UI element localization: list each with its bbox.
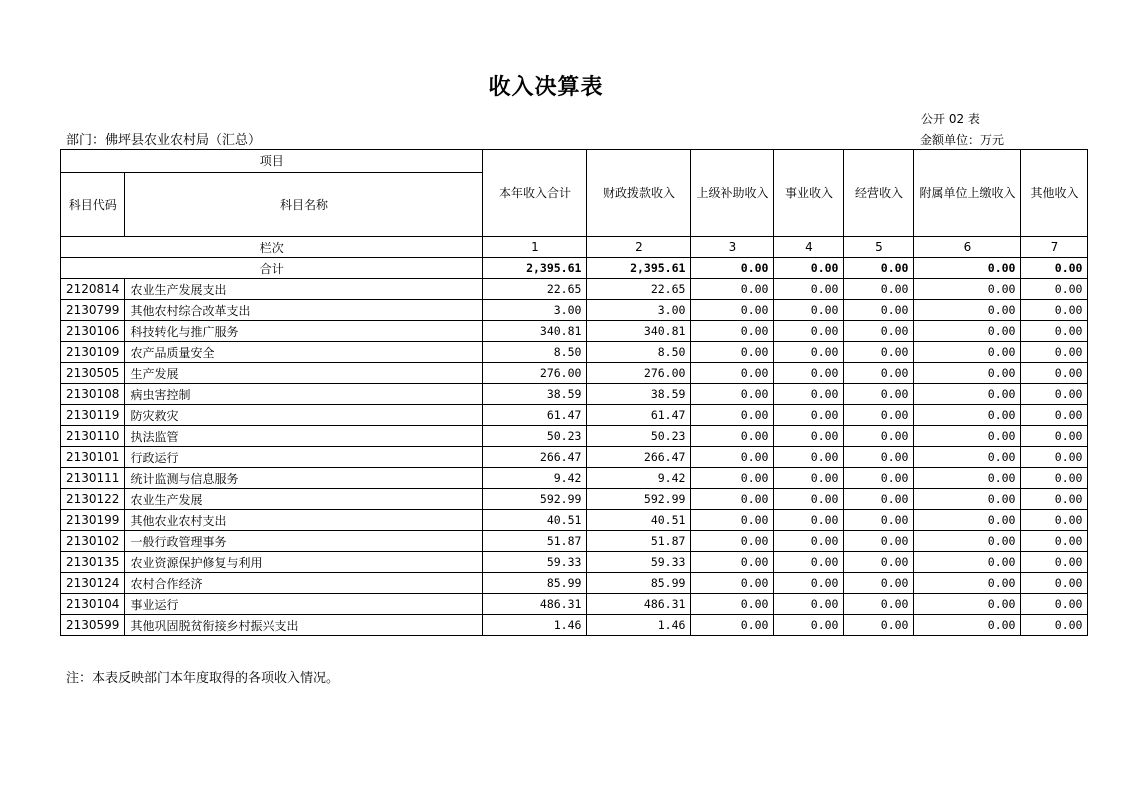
amount-cell: 0.00 (844, 594, 914, 615)
amount-cell: 276.00 (587, 363, 691, 384)
amount-cell: 0.00 (844, 531, 914, 552)
subject-code: 2130119 (61, 405, 125, 426)
amount-cell: 0.00 (1021, 615, 1088, 636)
amount-cell: 0.00 (1021, 531, 1088, 552)
subject-name: 事业运行 (125, 594, 483, 615)
amount-cell: 3.00 (587, 300, 691, 321)
amount-cell: 0.00 (774, 279, 844, 300)
amount-cell: 0.00 (914, 426, 1021, 447)
amount-cell: 0.00 (844, 447, 914, 468)
column-index-2: 2 (587, 237, 691, 258)
amount-cell: 0.00 (774, 384, 844, 405)
column-index-6: 6 (914, 237, 1021, 258)
total-label: 合计 (61, 258, 483, 279)
item-header: 项目 (61, 150, 483, 173)
amount-cell: 22.65 (483, 279, 587, 300)
amount-cell: 0.00 (1021, 468, 1088, 489)
amount-cell: 1.46 (587, 615, 691, 636)
amount-cell: 340.81 (483, 321, 587, 342)
column-index-label: 栏次 (61, 237, 483, 258)
amount-cell: 0.00 (1021, 363, 1088, 384)
total-value-3: 0.00 (691, 258, 774, 279)
amount-cell: 0.00 (1021, 594, 1088, 615)
amount-cell: 486.31 (483, 594, 587, 615)
amount-cell: 0.00 (691, 615, 774, 636)
amount-cell: 0.00 (1021, 573, 1088, 594)
amount-cell: 0.00 (774, 531, 844, 552)
subject-name: 科技转化与推广服务 (125, 321, 483, 342)
amount-cell: 0.00 (914, 552, 1021, 573)
subject-name: 农产品质量安全 (125, 342, 483, 363)
subject-code: 2130111 (61, 468, 125, 489)
amount-cell: 85.99 (587, 573, 691, 594)
amount-cell: 0.00 (774, 342, 844, 363)
table-row (61, 300, 1088, 321)
amount-cell: 3.00 (483, 300, 587, 321)
amount-cell: 0.00 (691, 384, 774, 405)
amount-unit: 金额单位：万元 (920, 133, 1005, 147)
subject-code: 2130109 (61, 342, 125, 363)
table-row (61, 342, 1088, 363)
total-value-6: 0.00 (914, 258, 1021, 279)
amount-cell: 59.33 (587, 552, 691, 573)
amount-cell: 0.00 (914, 279, 1021, 300)
amount-cell: 0.00 (844, 510, 914, 531)
total-value-1: 2,395.61 (483, 258, 587, 279)
amount-cell: 0.00 (1021, 552, 1088, 573)
amount-cell: 0.00 (914, 384, 1021, 405)
amount-cell: 0.00 (914, 468, 1021, 489)
table-row (61, 615, 1088, 636)
amount-cell: 0.00 (844, 552, 914, 573)
amount-cell: 0.00 (1021, 384, 1088, 405)
amount-cell: 0.00 (914, 447, 1021, 468)
subject-code: 2130108 (61, 384, 125, 405)
amount-cell: 50.23 (587, 426, 691, 447)
col-header-6: 附属单位上缴收入 (914, 150, 1021, 237)
table-row (61, 468, 1088, 489)
total-value-7: 0.00 (1021, 258, 1088, 279)
col-header-1: 本年收入合计 (483, 150, 587, 237)
amount-cell: 0.00 (774, 300, 844, 321)
table-row (61, 573, 1088, 594)
total-value-5: 0.00 (844, 258, 914, 279)
amount-cell: 0.00 (844, 468, 914, 489)
col-header-4: 事业收入 (774, 150, 844, 237)
amount-cell: 0.00 (691, 468, 774, 489)
table-row (61, 489, 1088, 510)
subject-name: 一般行政管理事务 (125, 531, 483, 552)
amount-cell: 0.00 (1021, 321, 1088, 342)
amount-cell: 0.00 (774, 573, 844, 594)
amount-cell: 276.00 (483, 363, 587, 384)
amount-cell: 8.50 (587, 342, 691, 363)
amount-cell: 0.00 (914, 300, 1021, 321)
form-number: 公开 02 表 (921, 112, 980, 126)
subject-name: 行政运行 (125, 447, 483, 468)
amount-cell: 1.46 (483, 615, 587, 636)
subject-code: 2130135 (61, 552, 125, 573)
amount-cell: 0.00 (844, 300, 914, 321)
subject-code: 2130101 (61, 447, 125, 468)
amount-cell: 0.00 (691, 426, 774, 447)
amount-cell: 0.00 (774, 363, 844, 384)
amount-cell: 40.51 (587, 510, 691, 531)
subject-code: 2130599 (61, 615, 125, 636)
table-row (61, 447, 1088, 468)
report-title: 收入决算表 (488, 75, 604, 100)
department-label: 部门：佛坪县农业农村局（汇总） (66, 133, 262, 148)
amount-cell: 0.00 (1021, 447, 1088, 468)
amount-cell: 0.00 (691, 321, 774, 342)
amount-cell: 0.00 (691, 489, 774, 510)
table-row (61, 363, 1088, 384)
amount-cell: 0.00 (774, 426, 844, 447)
table-row (61, 426, 1088, 447)
column-index-7: 7 (1021, 237, 1088, 258)
subject-name: 农村合作经济 (125, 573, 483, 594)
subject-name: 病虫害控制 (125, 384, 483, 405)
amount-cell: 0.00 (844, 615, 914, 636)
amount-cell: 0.00 (691, 531, 774, 552)
amount-cell: 0.00 (914, 615, 1021, 636)
amount-cell: 9.42 (587, 468, 691, 489)
amount-cell: 0.00 (1021, 426, 1088, 447)
amount-cell: 0.00 (691, 573, 774, 594)
amount-cell: 0.00 (844, 363, 914, 384)
column-index-1: 1 (483, 237, 587, 258)
col-header-2: 财政拨款收入 (587, 150, 691, 237)
amount-cell: 59.33 (483, 552, 587, 573)
subject-name: 统计监测与信息服务 (125, 468, 483, 489)
table-row (61, 531, 1088, 552)
amount-cell: 0.00 (691, 447, 774, 468)
amount-cell: 0.00 (914, 489, 1021, 510)
amount-cell: 40.51 (483, 510, 587, 531)
table-row (61, 552, 1088, 573)
amount-cell: 0.00 (691, 342, 774, 363)
amount-cell: 9.42 (483, 468, 587, 489)
amount-cell: 0.00 (844, 279, 914, 300)
total-value-4: 0.00 (774, 258, 844, 279)
amount-cell: 22.65 (587, 279, 691, 300)
table-row (61, 405, 1088, 426)
amount-cell: 0.00 (691, 300, 774, 321)
amount-cell: 0.00 (844, 342, 914, 363)
amount-cell: 0.00 (914, 573, 1021, 594)
subject-name: 生产发展 (125, 363, 483, 384)
amount-cell: 0.00 (774, 615, 844, 636)
amount-cell: 0.00 (691, 510, 774, 531)
amount-cell: 51.87 (483, 531, 587, 552)
amount-cell: 0.00 (774, 468, 844, 489)
amount-cell: 0.00 (844, 426, 914, 447)
subject-name: 农业生产发展支出 (125, 279, 483, 300)
amount-cell: 0.00 (914, 363, 1021, 384)
code-header: 科目代码 (61, 173, 125, 237)
subject-name: 防灾救灾 (125, 405, 483, 426)
subject-name: 其他巩固脱贫衔接乡村振兴支出 (125, 615, 483, 636)
amount-cell: 61.47 (587, 405, 691, 426)
amount-cell: 0.00 (1021, 279, 1088, 300)
amount-cell: 0.00 (691, 552, 774, 573)
subject-code: 2130122 (61, 489, 125, 510)
amount-cell: 0.00 (914, 531, 1021, 552)
amount-cell: 0.00 (774, 510, 844, 531)
amount-cell: 0.00 (774, 594, 844, 615)
subject-name: 农业生产发展 (125, 489, 483, 510)
amount-cell: 38.59 (587, 384, 691, 405)
subject-name: 执法监管 (125, 426, 483, 447)
amount-cell: 8.50 (483, 342, 587, 363)
amount-cell: 0.00 (914, 342, 1021, 363)
amount-cell: 61.47 (483, 405, 587, 426)
amount-cell: 266.47 (483, 447, 587, 468)
amount-cell: 0.00 (844, 384, 914, 405)
amount-cell: 38.59 (483, 384, 587, 405)
amount-cell: 0.00 (774, 321, 844, 342)
amount-cell: 0.00 (844, 405, 914, 426)
subject-name: 其他农业农村支出 (125, 510, 483, 531)
subject-code: 2130102 (61, 531, 125, 552)
amount-cell: 0.00 (691, 363, 774, 384)
amount-cell: 0.00 (844, 321, 914, 342)
subject-code: 2130104 (61, 594, 125, 615)
amount-cell: 0.00 (691, 279, 774, 300)
table-row (61, 510, 1088, 531)
income-table (60, 149, 1088, 636)
amount-cell: 50.23 (483, 426, 587, 447)
subject-code: 2120814 (61, 279, 125, 300)
col-header-5: 经营收入 (844, 150, 914, 237)
amount-cell: 0.00 (844, 489, 914, 510)
col-header-7: 其他收入 (1021, 150, 1088, 237)
amount-cell: 0.00 (914, 321, 1021, 342)
amount-cell: 0.00 (1021, 405, 1088, 426)
amount-cell: 0.00 (1021, 300, 1088, 321)
table-row (61, 594, 1088, 615)
total-value-2: 2,395.61 (587, 258, 691, 279)
amount-cell: 0.00 (1021, 342, 1088, 363)
amount-cell: 266.47 (587, 447, 691, 468)
subject-code: 2130505 (61, 363, 125, 384)
amount-cell: 0.00 (691, 594, 774, 615)
table-row (61, 279, 1088, 300)
amount-cell: 0.00 (1021, 489, 1088, 510)
subject-code: 2130106 (61, 321, 125, 342)
amount-cell: 0.00 (774, 489, 844, 510)
subject-name: 农业资源保护修复与利用 (125, 552, 483, 573)
table-row (61, 384, 1088, 405)
amount-cell: 0.00 (774, 405, 844, 426)
subject-code: 2130799 (61, 300, 125, 321)
amount-cell: 0.00 (914, 510, 1021, 531)
subject-code: 2130124 (61, 573, 125, 594)
table-row (61, 321, 1088, 342)
amount-cell: 0.00 (774, 447, 844, 468)
subject-code: 2130199 (61, 510, 125, 531)
amount-cell: 340.81 (587, 321, 691, 342)
column-index-5: 5 (844, 237, 914, 258)
subject-name: 其他农村综合改革支出 (125, 300, 483, 321)
column-index-4: 4 (774, 237, 844, 258)
amount-cell: 0.00 (914, 594, 1021, 615)
amount-cell: 51.87 (587, 531, 691, 552)
name-header: 科目名称 (125, 173, 483, 237)
amount-cell: 0.00 (774, 552, 844, 573)
amount-cell: 592.99 (587, 489, 691, 510)
subject-code: 2130110 (61, 426, 125, 447)
amount-cell: 486.31 (587, 594, 691, 615)
amount-cell: 0.00 (844, 573, 914, 594)
col-header-3: 上级补助收入 (691, 150, 774, 237)
amount-cell: 0.00 (1021, 510, 1088, 531)
column-index-3: 3 (691, 237, 774, 258)
amount-cell: 0.00 (914, 405, 1021, 426)
amount-cell: 85.99 (483, 573, 587, 594)
amount-cell: 0.00 (691, 405, 774, 426)
footnote: 注：本表反映部门本年度取得的各项收入情况。 (66, 671, 340, 686)
amount-cell: 592.99 (483, 489, 587, 510)
